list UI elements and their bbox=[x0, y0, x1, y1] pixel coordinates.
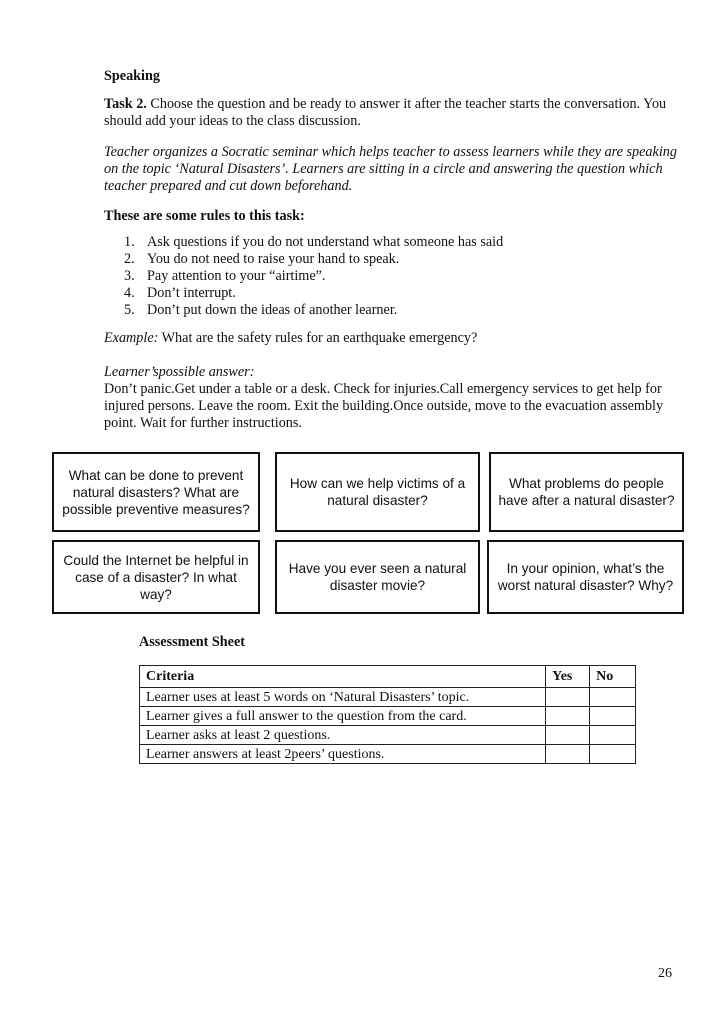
yes-cell bbox=[546, 707, 590, 726]
question-card bbox=[489, 452, 684, 532]
rule-number: 4. bbox=[124, 285, 135, 301]
rule-item bbox=[124, 234, 503, 251]
no-cell bbox=[590, 707, 636, 726]
question-card-text: Have you ever seen a natural disaster movie? bbox=[288, 561, 467, 593]
no-cell bbox=[590, 726, 636, 745]
no-cell bbox=[590, 745, 636, 764]
table-row bbox=[140, 707, 636, 726]
table-row bbox=[140, 726, 636, 745]
rule-number: 3. bbox=[124, 268, 135, 284]
task-instructions bbox=[104, 96, 694, 130]
yes-cell bbox=[546, 688, 590, 707]
criteria-cell: Learner gives a full answer to the question from the card. bbox=[140, 707, 546, 726]
answer-title: Learner’spossible answer: bbox=[104, 364, 255, 380]
no-header: No bbox=[590, 666, 636, 688]
assessment-table bbox=[139, 665, 636, 764]
yes-cell bbox=[546, 745, 590, 764]
question-card-text: Could the Internet be helpful in case of a disaster? In what way? bbox=[63, 552, 249, 602]
criteria-cell: Learner uses at least 5 words on ‘Natural Disasters’ topic. bbox=[140, 688, 546, 707]
no-cell bbox=[590, 688, 636, 707]
page-number: 26 bbox=[658, 966, 672, 981]
question-card bbox=[52, 452, 260, 532]
section-heading: Speaking bbox=[104, 68, 160, 84]
rule-number: 2. bbox=[124, 251, 135, 267]
table-row bbox=[140, 688, 636, 707]
question-card-text: In your opinion, what’s the worst natural disaster? Why? bbox=[497, 561, 674, 593]
teacher-intro: Teacher organizes a Socratic seminar which helps teacher to assess learners while they are speaking on the topic ‘Natural Disasters’. Learners are sitting in a circle and answering the question which teacher prepared and cut down beforehand. bbox=[104, 144, 677, 194]
rule-text: Ask questions if you do not understand what someone has said bbox=[147, 234, 504, 250]
task-label: Task 2. bbox=[104, 96, 147, 112]
question-card bbox=[275, 540, 480, 614]
yes-header: Yes bbox=[546, 666, 590, 688]
rule-text: Don’t interrupt. bbox=[147, 285, 236, 301]
rule-number: 5. bbox=[124, 302, 135, 318]
question-card bbox=[487, 540, 684, 614]
question-card bbox=[52, 540, 260, 614]
table-header-row bbox=[140, 666, 636, 688]
rule-item bbox=[124, 268, 503, 285]
criteria-cell: Learner asks at least 2 questions. bbox=[140, 726, 546, 745]
question-card bbox=[275, 452, 480, 532]
question-card-text: What can be done to prevent natural disasters? What are possible preventive measures? bbox=[62, 467, 250, 517]
rule-text: Pay attention to your “airtime”. bbox=[147, 268, 326, 284]
rule-item bbox=[124, 285, 503, 302]
question-card-text: How can we help victims of a natural disaster? bbox=[289, 476, 466, 508]
criteria-cell: Learner answers at least 2peers’ questions. bbox=[140, 745, 546, 764]
criteria-header: Criteria bbox=[140, 666, 546, 688]
assessment-title: Assessment Sheet bbox=[139, 634, 246, 650]
rules-list bbox=[124, 234, 503, 319]
rule-number: 1. bbox=[124, 234, 135, 250]
answer-text: Don’t panic.Get under a table or a desk. Check for injuries.Call emergency services to get help for injured persons. Leave the room. Exit the building.Once outside, move to the evacuation assembly point. Wait for further instructions. bbox=[104, 381, 664, 431]
table-row bbox=[140, 745, 636, 764]
task-text: Choose the question and be ready to answer it after the teacher starts the conversation. You should add your ideas to the class discussion. bbox=[104, 96, 667, 129]
example-text: What are the safety rules for an earthquake emergency? bbox=[158, 330, 478, 346]
yes-cell bbox=[546, 726, 590, 745]
rule-text: Don’t put down the ideas of another learner. bbox=[147, 302, 398, 318]
rule-item bbox=[124, 302, 503, 319]
question-card-text: What problems do people have after a natural disaster? bbox=[498, 476, 675, 508]
example-line bbox=[104, 330, 477, 347]
rule-text: You do not need to raise your hand to speak. bbox=[147, 251, 400, 267]
rule-item bbox=[124, 251, 503, 268]
rules-title: These are some rules to this task: bbox=[104, 208, 305, 224]
example-label: Example: bbox=[104, 330, 159, 346]
